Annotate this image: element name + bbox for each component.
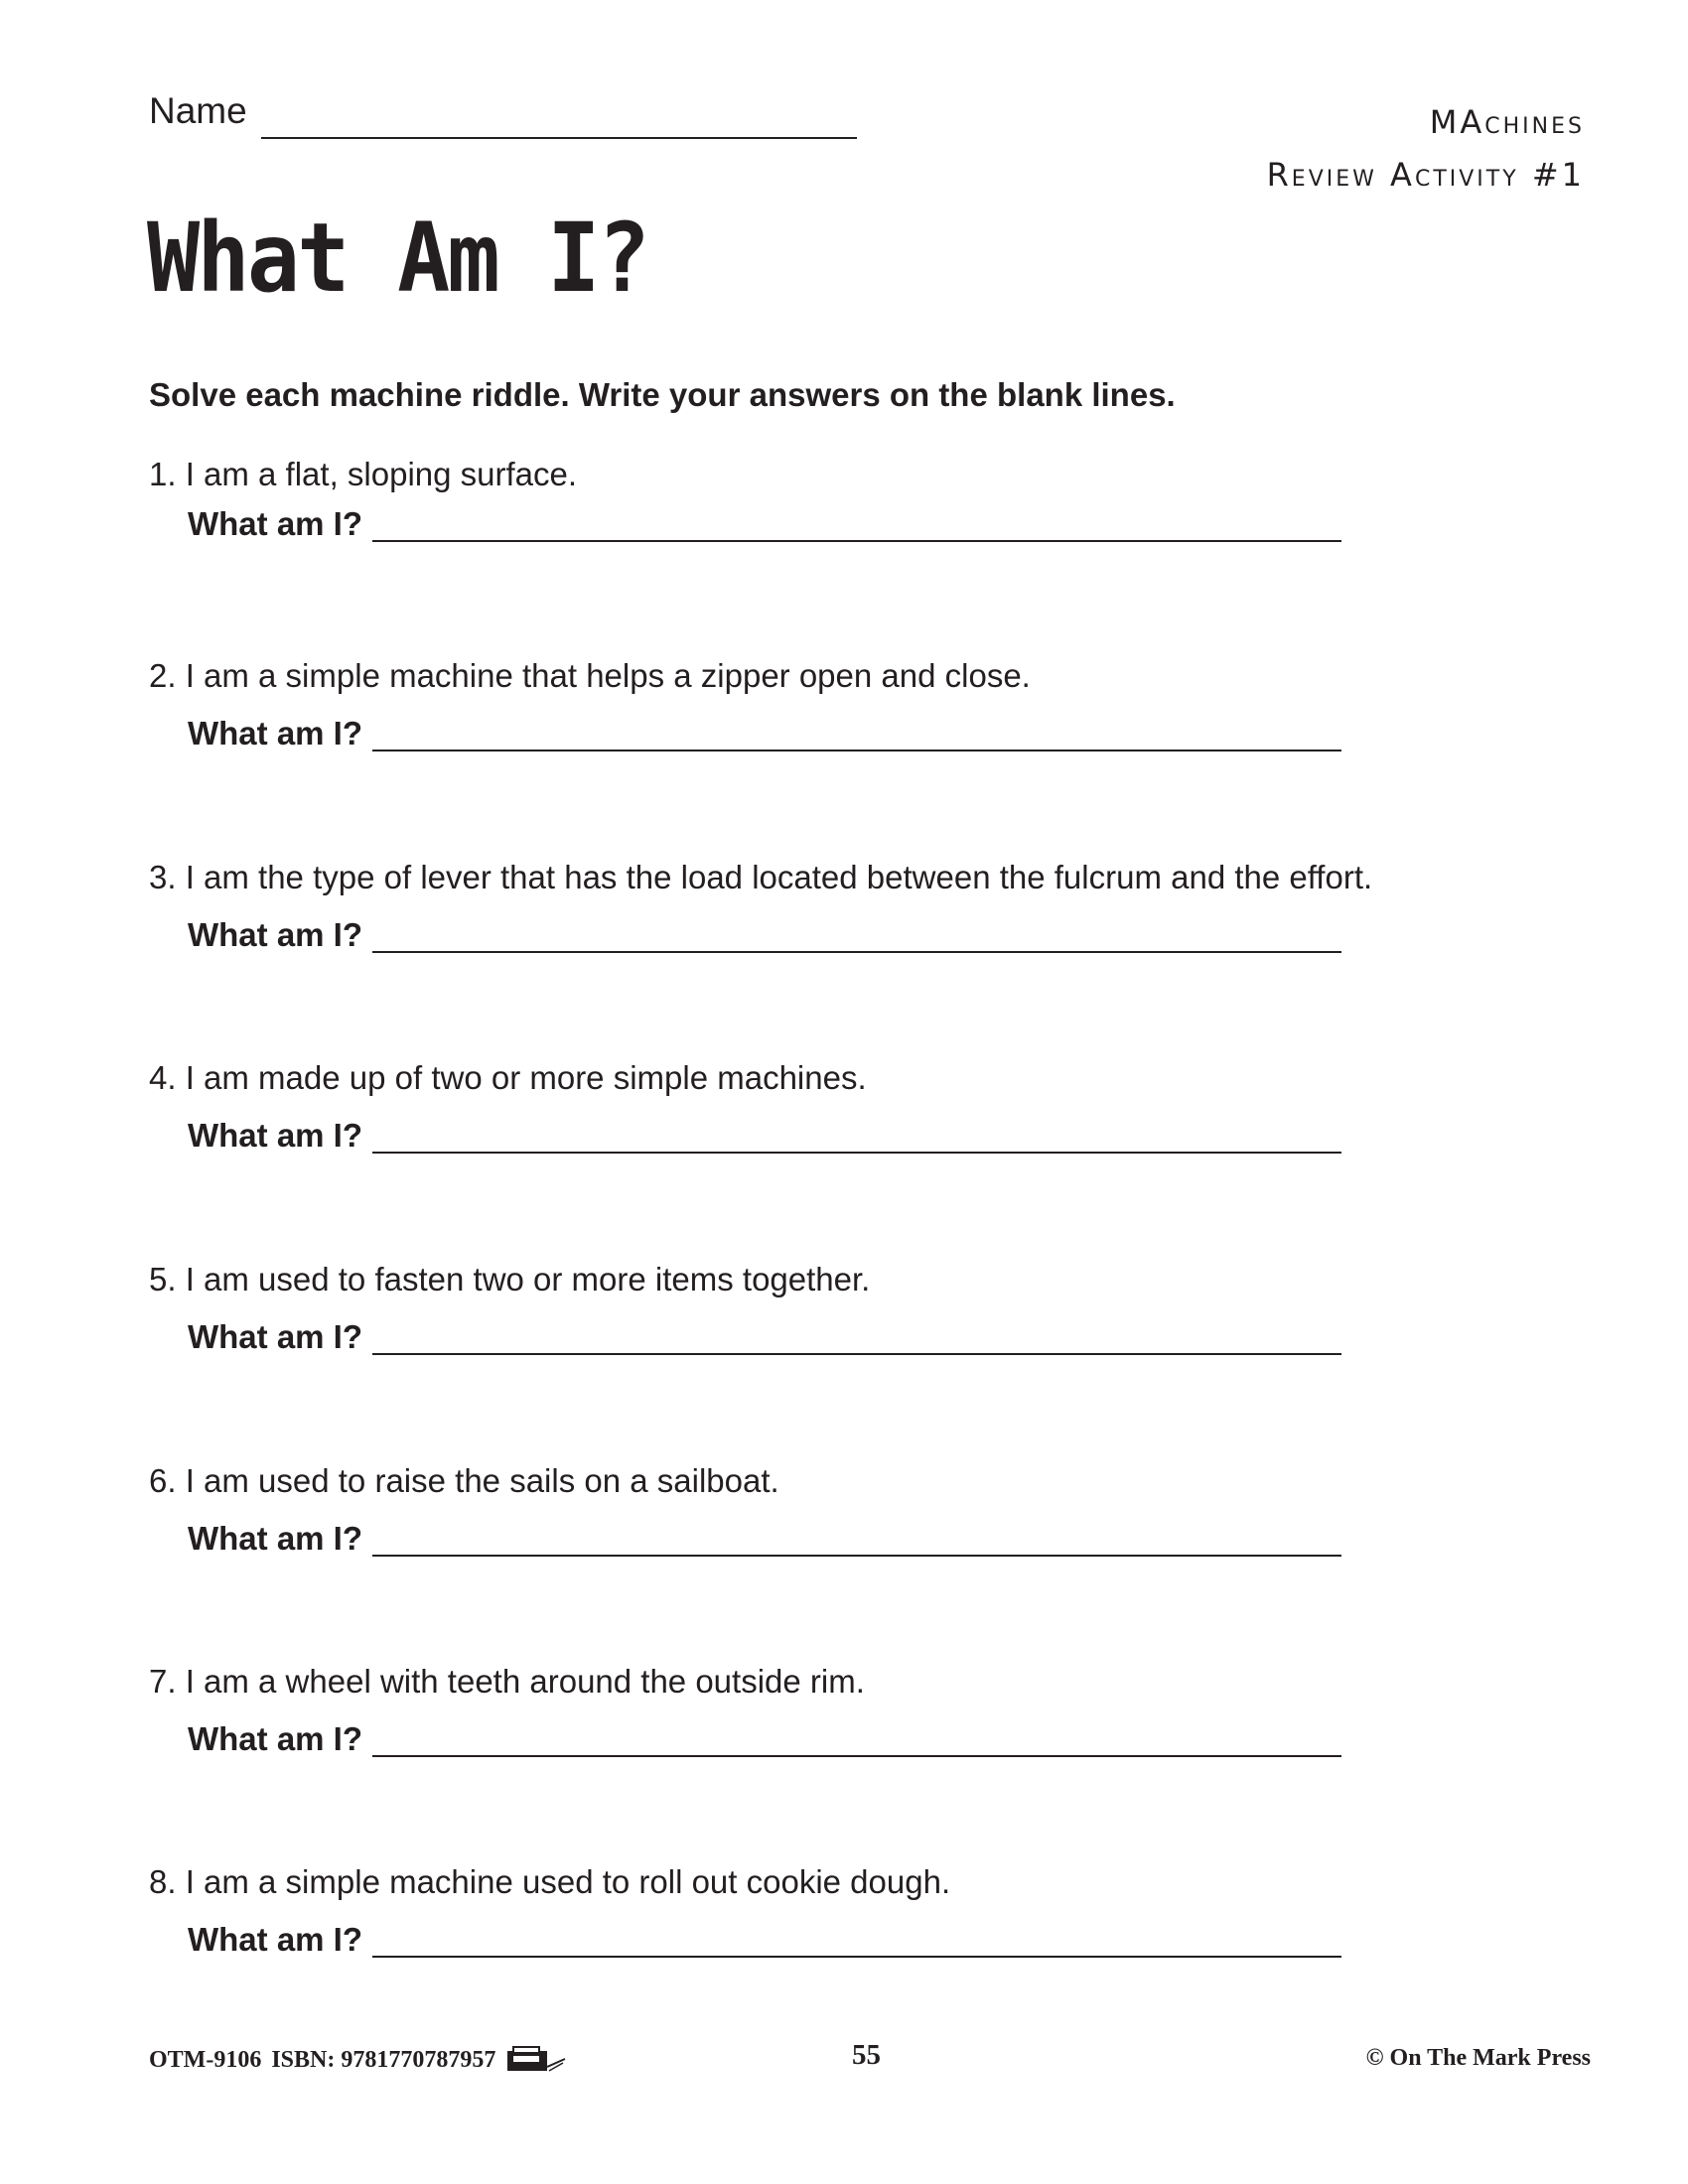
answer-label: What am I?	[188, 916, 363, 953]
answer-label: What am I?	[188, 505, 363, 542]
answer-blank-line[interactable]	[372, 540, 1341, 542]
publisher-credit: © On The Mark Press	[1365, 2045, 1591, 2071]
answer-label: What am I?	[188, 1318, 363, 1355]
answer-row	[188, 1920, 1489, 1960]
isbn: ISBN: 9781770787957	[271, 2046, 496, 2073]
answer-blank-line[interactable]	[372, 1555, 1341, 1557]
name-row	[149, 91, 857, 131]
question-3	[149, 858, 1489, 955]
answer-row	[188, 1719, 1489, 1759]
page-title: What Am I?	[147, 203, 648, 314]
answer-blank-line[interactable]	[372, 1755, 1341, 1757]
question-text: 7. I am a wheel with teeth around the outside rim.	[149, 1663, 865, 1700]
question-text: 1. I am a flat, sloping surface.	[149, 456, 578, 492]
answer-row	[188, 714, 1489, 753]
answer-row	[188, 1317, 1489, 1357]
answer-label: What am I?	[188, 715, 363, 751]
answer-label: What am I?	[188, 1921, 363, 1958]
unit-title: MAchines	[1429, 103, 1585, 141]
product-code: OTM-9106	[149, 2046, 262, 2073]
question-text: 6. I am used to raise the sails on a sailboat.	[149, 1462, 779, 1499]
footer-left	[149, 2045, 577, 2075]
question-5	[149, 1260, 1489, 1357]
question-text: 8. I am a simple machine used to roll out cookie dough.	[149, 1863, 951, 1900]
publisher-logo-icon	[505, 2045, 567, 2075]
unit-subtitle: Review Activity #1	[1266, 156, 1585, 194]
answer-label: What am I?	[188, 1117, 363, 1154]
answer-row	[188, 504, 1489, 544]
answer-blank-line[interactable]	[372, 750, 1341, 751]
answer-row	[188, 1116, 1489, 1156]
answer-label: What am I?	[188, 1720, 363, 1757]
page-footer	[149, 2039, 1591, 2079]
question-1	[149, 455, 1489, 544]
question-8	[149, 1862, 1489, 1960]
unit-heading	[1267, 103, 1585, 195]
page-number: 55	[852, 2039, 881, 2071]
question-6	[149, 1461, 1489, 1559]
answer-row	[188, 1519, 1489, 1559]
question-7	[149, 1662, 1489, 1759]
instructions: Solve each machine riddle. Write your answers on the blank lines.	[149, 376, 1176, 413]
answer-blank-line[interactable]	[372, 1353, 1341, 1355]
answer-blank-line[interactable]	[372, 951, 1341, 953]
question-text: 2. I am a simple machine that helps a zipper open and close.	[149, 657, 1031, 694]
answer-row	[188, 915, 1489, 955]
answer-blank-line[interactable]	[372, 1956, 1341, 1958]
name-blank-line[interactable]	[261, 137, 857, 139]
question-4	[149, 1058, 1489, 1156]
question-text: 3. I am the type of lever that has the load located between the fulcrum and the effort.	[149, 859, 1373, 895]
name-label: Name	[149, 90, 247, 131]
answer-blank-line[interactable]	[372, 1152, 1341, 1154]
question-text: 5. I am used to fasten two or more items together.	[149, 1261, 871, 1297]
answer-label: What am I?	[188, 1520, 363, 1557]
question-text: 4. I am made up of two or more simple machines.	[149, 1059, 867, 1096]
question-2	[149, 656, 1489, 753]
